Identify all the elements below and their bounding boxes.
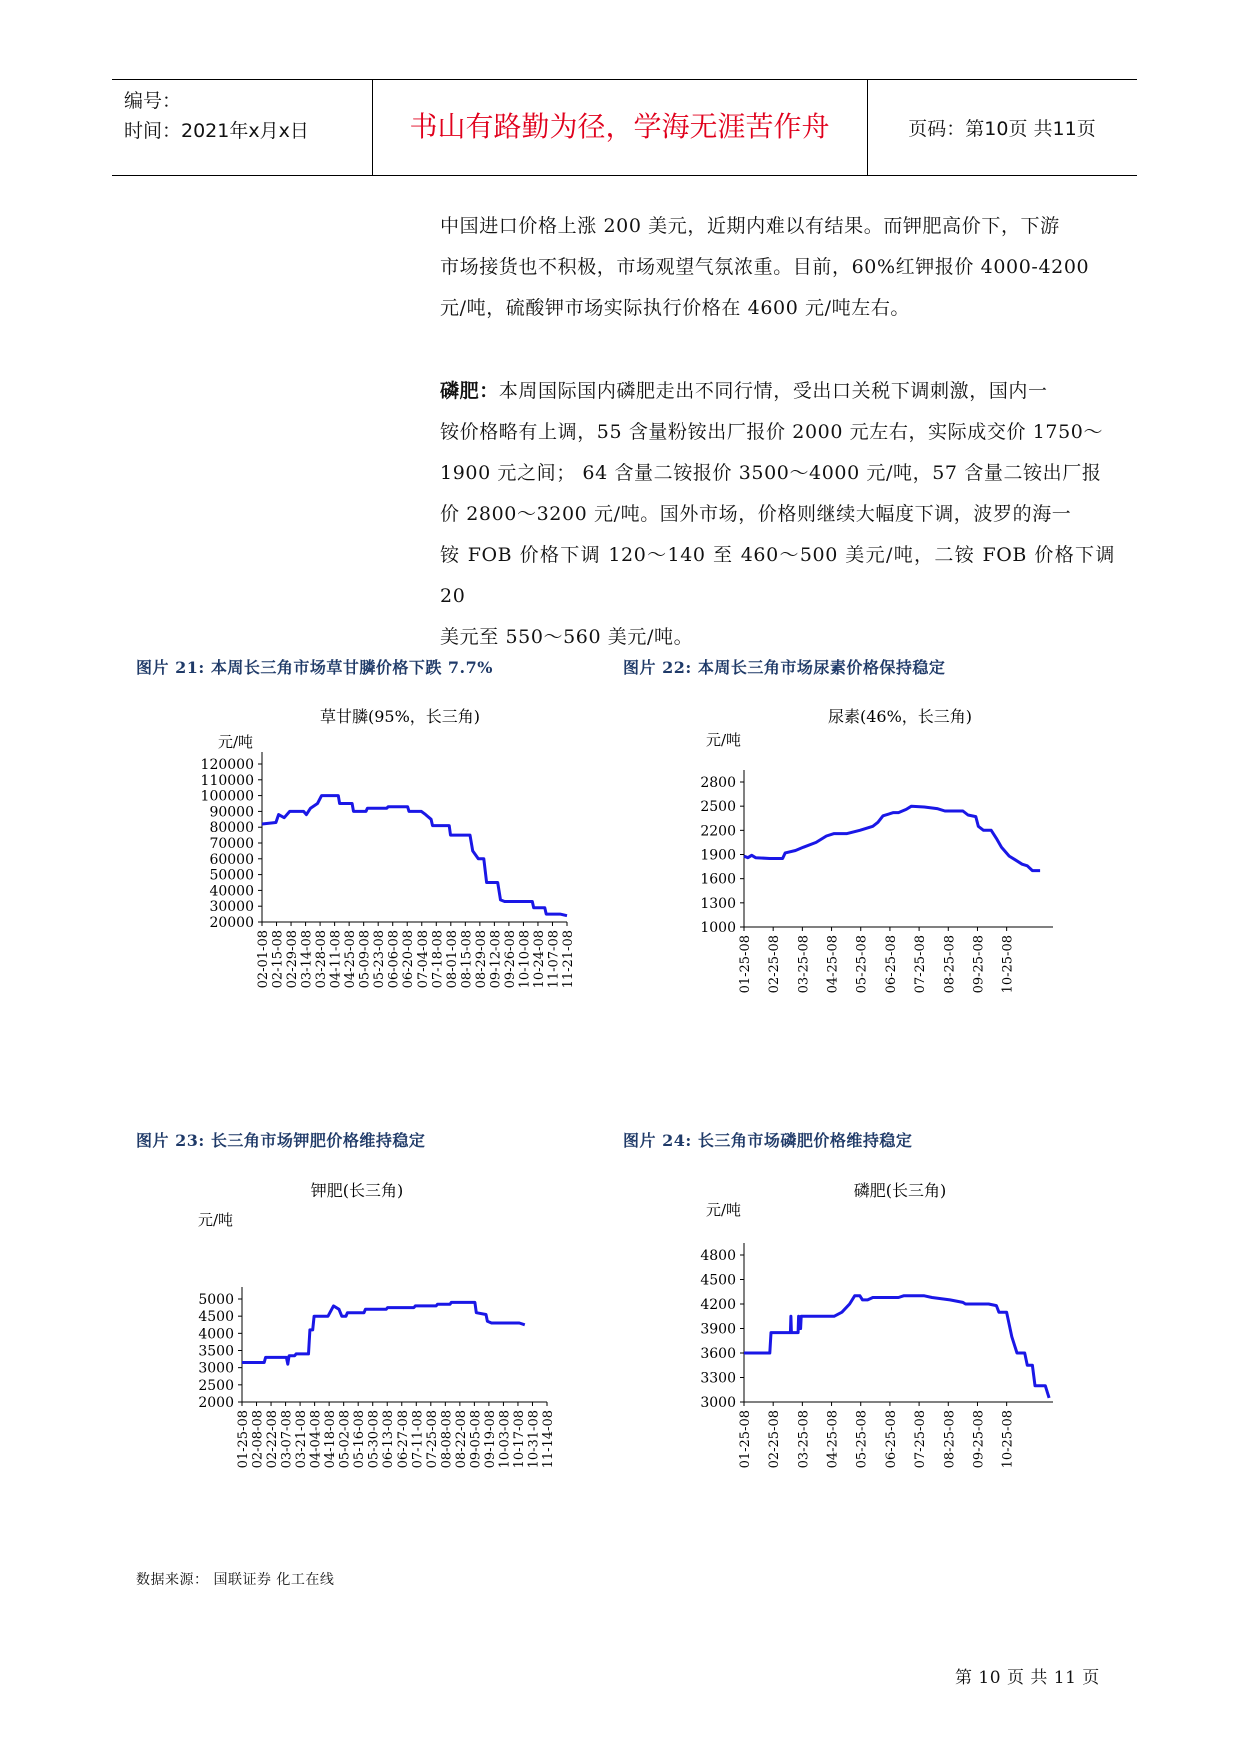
x-tick-label: 09-12-08	[488, 930, 504, 989]
y-tick-label: 2200	[700, 823, 736, 840]
x-tick-label: 07-18-08	[430, 930, 446, 989]
text-line: 美元至 550～560 美元/吨。	[440, 626, 694, 648]
y-tick-label: 20000	[209, 915, 254, 931]
x-tick-label: 01-25-08	[236, 1410, 251, 1469]
y-tick-label: 3000	[198, 1360, 234, 1377]
y-axis-unit: 元/吨	[706, 731, 742, 749]
y-tick-label: 80000	[209, 820, 254, 837]
x-tick-label: 07-25-08	[913, 935, 929, 994]
x-tick-label: 10-17-08	[511, 1410, 527, 1469]
y-axis-unit: 元/吨	[198, 1211, 234, 1229]
x-tick-label: 05-16-08	[352, 1410, 368, 1469]
x-tick-label: 08-29-08	[473, 930, 489, 989]
text-line: 1900 元之间； 64 含量二铵报价 3500～4000 元/吨，57 含量二铵出厂报	[440, 462, 1102, 484]
x-tick-label: 08-08-08	[439, 1410, 455, 1469]
x-tick-label: 10-31-08	[526, 1410, 542, 1469]
y-tick-label: 60000	[209, 851, 254, 868]
x-tick-label: 01-25-08	[738, 935, 753, 994]
chart-title: 草甘膦(95%，长三角)	[319, 707, 481, 726]
x-tick-label: 05-23-08	[372, 930, 388, 989]
x-tick-label: 03-07-08	[279, 1410, 295, 1469]
chart-title: 尿素(46%，长三角)	[827, 707, 973, 726]
x-tick-label: 11-21-08	[561, 930, 576, 989]
x-tick-label: 03-25-08	[796, 935, 812, 994]
x-tick-label: 04-18-08	[323, 1410, 339, 1469]
x-tick-label: 06-20-08	[401, 930, 417, 989]
x-tick-label: 10-24-08	[531, 930, 547, 989]
text-line: 价 2800～3200 元/吨。国外市场，价格则继续大幅度下调，波罗的海一	[440, 503, 1072, 525]
y-tick-label: 4500	[198, 1309, 234, 1326]
x-tick-label: 10-10-08	[517, 930, 533, 989]
x-tick-label: 02-22-08	[265, 1410, 281, 1469]
y-tick-label: 90000	[209, 804, 254, 821]
y-axis-unit: 元/吨	[706, 1201, 742, 1219]
y-tick-label: 2500	[198, 1377, 234, 1394]
header-page-label: 页码：第10页 共11页	[908, 118, 1096, 140]
x-tick-label: 06-25-08	[883, 935, 899, 994]
y-tick-label: 3900	[700, 1321, 736, 1338]
y-tick-label: 3500	[198, 1343, 234, 1360]
figure-title-22: 图片 22: 本周长三角市场尿素价格保持稳定	[623, 658, 946, 677]
y-tick-label: 3000	[700, 1395, 736, 1411]
y-tick-label: 5000	[198, 1292, 234, 1308]
y-axis-unit: 元/吨	[218, 733, 254, 751]
x-tick-label: 09-25-08	[971, 935, 987, 994]
series-line	[744, 1296, 1049, 1398]
x-tick-label: 02-29-08	[285, 930, 301, 989]
text-line: 铵价格略有上调，55 含量粉铵出厂报价 2000 元左右，实际成交价 1750～	[440, 421, 1104, 443]
x-tick-label: 04-04-08	[308, 1410, 324, 1469]
page-footer: 第 10 页 共 11 页	[955, 1668, 1100, 1688]
x-tick-label: 06-27-08	[395, 1410, 411, 1469]
y-tick-label: 3300	[700, 1370, 736, 1387]
x-tick-label: 03-21-08	[294, 1410, 310, 1469]
y-tick-label: 1900	[700, 847, 736, 864]
x-tick-label: 10-25-08	[1000, 1410, 1016, 1469]
x-tick-label: 09-25-08	[971, 1410, 987, 1469]
x-tick-label: 05-02-08	[337, 1410, 353, 1469]
x-tick-label: 07-25-08	[913, 1410, 929, 1469]
y-tick-label: 4800	[700, 1248, 736, 1264]
y-tick-label: 4000	[198, 1326, 234, 1343]
x-tick-label: 04-11-08	[328, 930, 344, 989]
y-tick-label: 30000	[209, 899, 254, 916]
x-tick-label: 08-15-08	[459, 930, 475, 989]
y-tick-label: 1300	[700, 895, 736, 912]
x-tick-label: 08-22-08	[453, 1410, 469, 1469]
text-line: 市场接货也不积极，市场观望气氛浓重。目前，60%红钾报价 4000-4200	[440, 256, 1090, 278]
x-tick-label: 05-30-08	[366, 1410, 382, 1469]
y-tick-label: 50000	[209, 867, 254, 884]
x-tick-label: 03-25-08	[796, 1410, 812, 1469]
x-tick-label: 08-25-08	[942, 1410, 958, 1469]
x-tick-label: 11-14-08	[541, 1410, 556, 1469]
x-tick-label: 05-25-08	[854, 935, 870, 994]
figure-title-24: 图片 24: 长三角市场磷肥价格维持稳定	[623, 1131, 913, 1150]
y-tick-label: 1000	[700, 920, 736, 936]
y-tick-label: 2800	[700, 775, 736, 791]
y-tick-label: 120000	[200, 757, 254, 773]
x-tick-label: 10-25-08	[1000, 935, 1016, 994]
x-tick-label: 04-25-08	[343, 930, 359, 989]
x-tick-label: 05-25-08	[854, 1410, 870, 1469]
x-tick-label: 06-25-08	[883, 1410, 899, 1469]
x-tick-label: 09-26-08	[502, 930, 518, 989]
text-line: 元/吨，硫酸钾市场实际执行价格在 4600 元/吨左右。	[440, 297, 911, 319]
x-tick-label: 02-25-08	[767, 935, 783, 994]
y-tick-label: 40000	[209, 883, 254, 900]
x-tick-label: 02-25-08	[767, 1410, 783, 1469]
x-tick-label: 05-09-08	[357, 930, 373, 989]
x-tick-label: 06-06-08	[386, 930, 402, 989]
x-tick-label: 07-11-08	[410, 1410, 426, 1469]
x-tick-label: 02-15-08	[270, 930, 286, 989]
x-tick-label: 09-05-08	[468, 1410, 484, 1469]
chart-title: 钾肥(长三角)	[310, 1181, 404, 1200]
x-tick-label: 10-03-08	[497, 1410, 513, 1469]
figure-title-23: 图片 23: 长三角市场钾肥价格维持稳定	[136, 1131, 426, 1150]
paragraph-lead: 磷肥：	[440, 380, 499, 402]
y-tick-label: 110000	[200, 772, 254, 789]
x-tick-label: 08-01-08	[444, 930, 460, 989]
x-tick-label: 08-25-08	[942, 935, 958, 994]
x-tick-label: 02-08-08	[250, 1410, 266, 1469]
header-motto: 书山有路勤为径，学海无涯苦作舟	[409, 110, 830, 143]
x-tick-label: 09-19-08	[482, 1410, 498, 1469]
y-tick-label: 2000	[198, 1395, 234, 1411]
x-tick-label: 03-14-08	[299, 930, 315, 989]
text-line: 铵 FOB 价格下调 120～140 至 460～500 美元/吨，二铵 FOB 价格下调 20	[440, 544, 1115, 607]
figure-title-21: 图片 21: 本周长三角市场草甘膦价格下跌 7.7%	[136, 658, 493, 677]
y-tick-label: 3600	[700, 1346, 736, 1362]
x-tick-label: 01-25-08	[738, 1410, 753, 1469]
x-tick-label: 07-25-08	[424, 1410, 440, 1469]
text-line: 磷肥：本周国际国内磷肥走出不同行情，受出口关税下调刺激，国内一	[440, 380, 1048, 402]
x-tick-label: 03-28-08	[314, 930, 330, 989]
x-tick-label: 04-25-08	[825, 935, 841, 994]
x-tick-label: 02-01-08	[256, 930, 271, 989]
x-tick-label: 04-25-08	[825, 1410, 841, 1469]
y-tick-label: 1600	[700, 871, 736, 888]
x-tick-label: 07-04-08	[415, 930, 431, 989]
y-tick-label: 4500	[700, 1272, 736, 1289]
y-tick-label: 2500	[700, 799, 736, 816]
header-number-label: 编号：	[124, 90, 182, 112]
data-source: 数据来源： 国联证券 化工在线	[136, 1572, 335, 1588]
x-tick-label: 11-07-08	[546, 930, 562, 989]
chart-title: 磷肥(长三角)	[853, 1181, 947, 1200]
header-time-label: 时间：2021年x月x日	[124, 120, 309, 142]
x-tick-label: 06-13-08	[381, 1410, 397, 1469]
y-tick-label: 4200	[700, 1297, 736, 1313]
y-tick-label: 70000	[209, 836, 254, 852]
y-tick-label: 100000	[200, 788, 254, 805]
text-line: 中国进口价格上涨 200 美元，近期内难以有结果。而钾肥高价下，下游	[440, 215, 1060, 237]
